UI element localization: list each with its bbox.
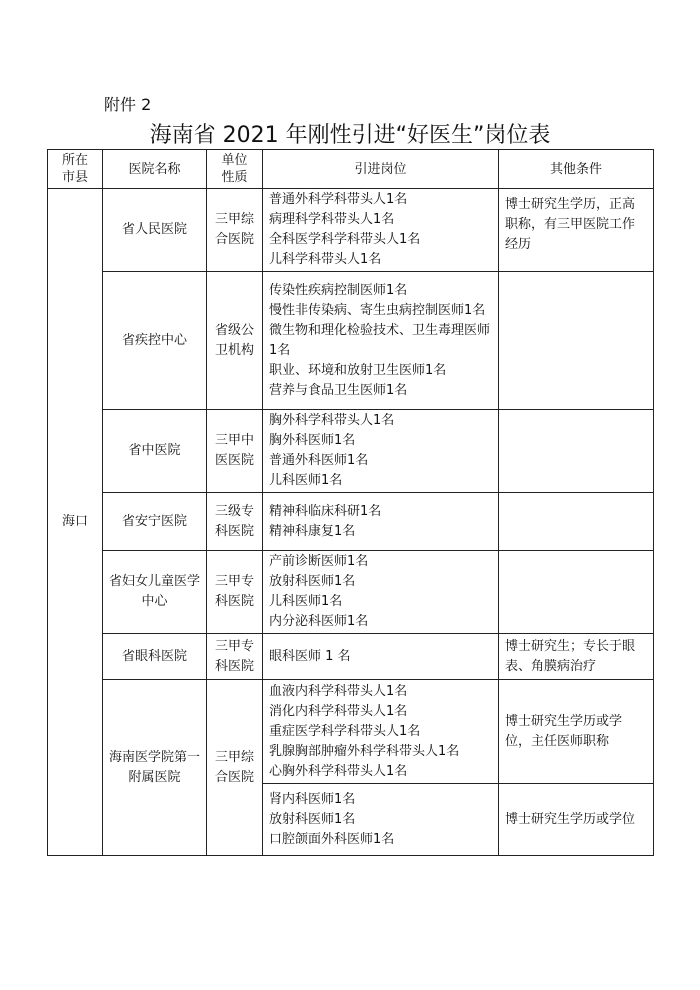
position-item: 儿科医师1名 [269, 594, 343, 609]
attachment-label: 附件 2 [104, 95, 152, 114]
position-item: 胸外科医师1名 [269, 433, 356, 448]
table-row [48, 634, 654, 680]
hospital-cell: 省中医院 [103, 410, 207, 493]
position-item: 慢性非传染病、寄生虫病控制医师1名 [269, 302, 486, 318]
table-row [48, 272, 654, 410]
conditions-cell: 博士研究生学历，正高职称，有三甲医院工作经历 [499, 189, 654, 272]
conditions-cell [499, 272, 654, 410]
position-item: 内分泌科医师1名 [269, 614, 369, 629]
page-title: 海南省 2021 年刚性引进“好医生”岗位表 [149, 123, 551, 148]
header-city-text: 所在 市县 [61, 153, 88, 185]
nature-cell: 三甲综合医院 [207, 680, 263, 856]
header-positions: 引进岗位 [263, 150, 499, 189]
nature-cell: 三甲专科医院 [207, 634, 263, 680]
header-nature-text: 单位 性质 [221, 153, 248, 185]
hospital-cell: 海南医学院第一附属医院 [103, 680, 207, 856]
conditions-cell [499, 551, 654, 634]
header-nature [207, 150, 263, 189]
position-item: 儿科学科带头人1名 [269, 252, 382, 267]
nature-cell: 省级公卫机构 [207, 272, 263, 410]
positions-table [47, 149, 654, 856]
position-item: 胸外科学科带头人1名 [269, 413, 395, 428]
conditions-cell [499, 493, 654, 551]
position-item: 重症医学科学科带头人1名 [269, 723, 421, 739]
table-row [48, 189, 654, 272]
hospital-cell: 省眼科医院 [103, 634, 207, 680]
position-item: 眼科医师 1 名 [269, 648, 351, 664]
position-item: 普通外科医师1名 [269, 453, 369, 468]
position-item: 肾内科医师1名 [269, 791, 356, 807]
header-hospital: 医院名称 [103, 150, 207, 189]
positions-cell [263, 189, 499, 272]
table-row [48, 410, 654, 493]
position-item: 精神科康复1名 [269, 523, 356, 539]
conditions-cell: 博士研究生学历或学位，主任医师职称 [499, 680, 654, 784]
position-item: 营养与食品卫生医师1名 [269, 382, 408, 398]
position-item: 精神科临床科研1名 [269, 503, 382, 519]
table-row [48, 493, 654, 551]
positions-cell [263, 272, 499, 410]
position-item: 消化内科学科带头人1名 [269, 703, 408, 719]
positions-cell [263, 680, 499, 784]
nature-cell: 三甲中医医院 [207, 410, 263, 493]
conditions-cell: 博士研究生学历或学位 [499, 784, 654, 856]
positions-cell [263, 634, 499, 680]
position-item: 产前诊断医师1名 [269, 554, 369, 569]
positions-cell [263, 493, 499, 551]
position-item: 全科医学科学科带头人1名 [269, 232, 421, 247]
nature-cell: 三甲综合医院 [207, 189, 263, 272]
position-item: 口腔颌面外科医师1名 [269, 831, 395, 847]
nature-cell: 三级专科医院 [207, 493, 263, 551]
hospital-cell: 省安宁医院 [103, 493, 207, 551]
hospital-cell: 省妇女儿童医学中心 [103, 551, 207, 634]
city-cell: 海口 [48, 189, 103, 856]
header-city [48, 150, 103, 189]
position-item: 血液内科学科带头人1名 [269, 683, 408, 699]
table-header-row [48, 150, 654, 189]
position-item: 乳腺胸部肿瘤外科学科带头人1名 [269, 743, 460, 759]
positions-cell [263, 410, 499, 493]
position-item: 微生物和理化检验技术、卫生毒理医师1名 [269, 322, 491, 358]
positions-cell [263, 784, 499, 856]
position-item: 传染性疾病控制医师1名 [269, 282, 408, 298]
position-item: 病理科学科带头人1名 [269, 212, 395, 227]
position-item: 放射科医师1名 [269, 811, 356, 827]
position-item: 普通外科学科带头人1名 [269, 192, 408, 207]
position-item: 儿科医师1名 [269, 473, 343, 488]
hospital-cell: 省人民医院 [103, 189, 207, 272]
position-item: 放射科医师1名 [269, 574, 356, 589]
nature-cell: 三甲专科医院 [207, 551, 263, 634]
table-row [48, 680, 654, 784]
conditions-cell: 博士研究生；专长于眼表、角膜病治疗 [499, 634, 654, 680]
conditions-cell [499, 410, 654, 493]
position-item: 心胸外科学科带头人1名 [269, 763, 408, 779]
table-row [48, 551, 654, 634]
header-conditions: 其他条件 [499, 150, 654, 189]
position-item: 职业、环境和放射卫生医师1名 [269, 362, 447, 378]
hospital-cell: 省疾控中心 [103, 272, 207, 410]
positions-cell [263, 551, 499, 634]
